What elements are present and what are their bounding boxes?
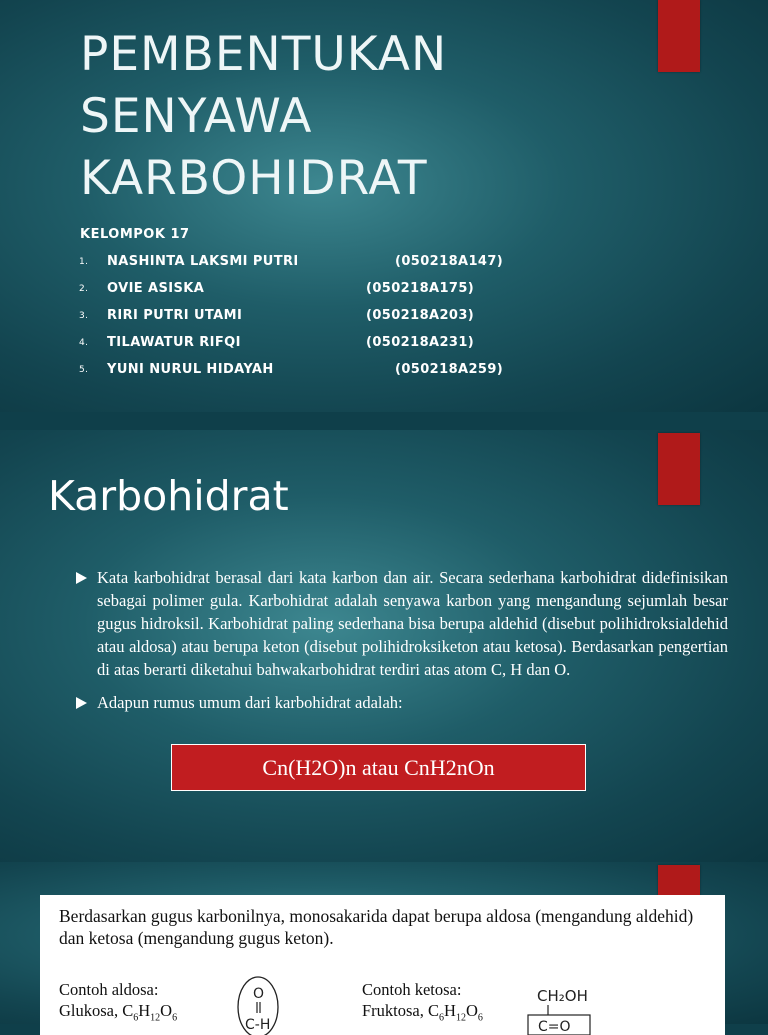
ketose-struct-top: CH₂OH <box>537 987 588 1005</box>
group-label: KELOMPOK 17 <box>80 227 190 242</box>
member-nim: (050218A231) <box>366 335 475 350</box>
slide-title <box>80 0 447 210</box>
bullet-item <box>76 566 728 681</box>
title-line-3: KARBOHIDRAT <box>80 151 428 206</box>
content-card <box>40 895 725 1035</box>
aldose-compound: Glukosa, $C_6H_{12}O_6$ <box>59 1001 178 1024</box>
title-line-1: PEMBENTUKAN <box>80 27 448 82</box>
member-nim: (050218A203) <box>366 308 475 323</box>
red-accent-bar <box>658 433 700 505</box>
aldose-structure-diagram <box>236 973 286 1035</box>
member-nim: (050218A147) <box>395 254 504 269</box>
member-item <box>0 254 600 274</box>
member-number: 1. <box>79 257 89 267</box>
bullet-list <box>76 566 728 724</box>
member-name: RIRI PUTRI UTAMI <box>107 308 243 323</box>
aldose-struct-top: O <box>253 986 265 1002</box>
triangle-bullet-icon <box>76 697 87 709</box>
ketose-compound: Fruktosa, $C_6H_{12}O_6$ <box>362 1001 483 1024</box>
member-name: YUNI NURUL HIDAYAH <box>107 362 274 377</box>
aldose-example-label: Contoh aldosa: <box>59 980 159 999</box>
member-number: 5. <box>79 365 89 375</box>
member-item <box>0 281 600 301</box>
slide-heading: Karbohidrat <box>48 472 289 520</box>
title-line-2: SENYAWA <box>80 89 313 144</box>
member-number: 2. <box>79 284 89 294</box>
bullet-text: Adapun rumus umum dari karbohidrat adalah: <box>97 693 403 712</box>
member-name: NASHINTA LAKSMI PUTRI <box>107 254 299 269</box>
member-item <box>0 335 600 355</box>
triangle-bullet-icon <box>76 572 87 584</box>
intro-text: Berdasarkan gugus karbonilnya, monosakarida dapat berupa aldosa (mengandung aldehid) dan ketosa (mengandung gugus keton). <box>59 906 694 948</box>
monosakarida-slide <box>0 862 768 1035</box>
karbohidrat-slide <box>0 430 768 862</box>
aldose-struct-bottom: C-H <box>245 1017 271 1033</box>
member-name: TILAWATUR RIFQI <box>107 335 241 350</box>
member-number: 4. <box>79 338 89 348</box>
red-accent-bar <box>658 0 700 72</box>
member-nim: (050218A175) <box>366 281 475 296</box>
bullet-text: Kata karbohidrat berasal dari kata karbon dan air. Secara sederhana karbohidrat didefinisikan sebagai polimer gula. Karbohidrat adalah senyawa karbon yang mengandung sejumlah besar gugus hidroksil. Karbohidrat paling sederhana bisa berupa aldehid (disebut polihidroksialdehid atau aldosa) atau berupa keton (disebut polihidroksiketon atau ketosa). Berdasarkan pengertian di atas berarti diketahui bahwakarbohidrat terdiri atas atom C, H dan O. <box>97 568 728 679</box>
title-slide <box>0 0 768 412</box>
member-name: OVIE ASISKA <box>107 281 205 296</box>
member-item <box>0 308 600 328</box>
bullet-item <box>76 691 728 714</box>
member-number: 3. <box>79 311 89 321</box>
member-nim: (050218A259) <box>395 362 504 377</box>
ketose-struct-bottom: C=O <box>538 1019 571 1035</box>
formula-box: Cn(H2O)n atau CnH2nOn <box>171 744 586 791</box>
member-item <box>0 362 600 382</box>
ketose-structure-diagram <box>528 981 598 1035</box>
ketose-example-label: Contoh ketosa: <box>362 980 462 999</box>
